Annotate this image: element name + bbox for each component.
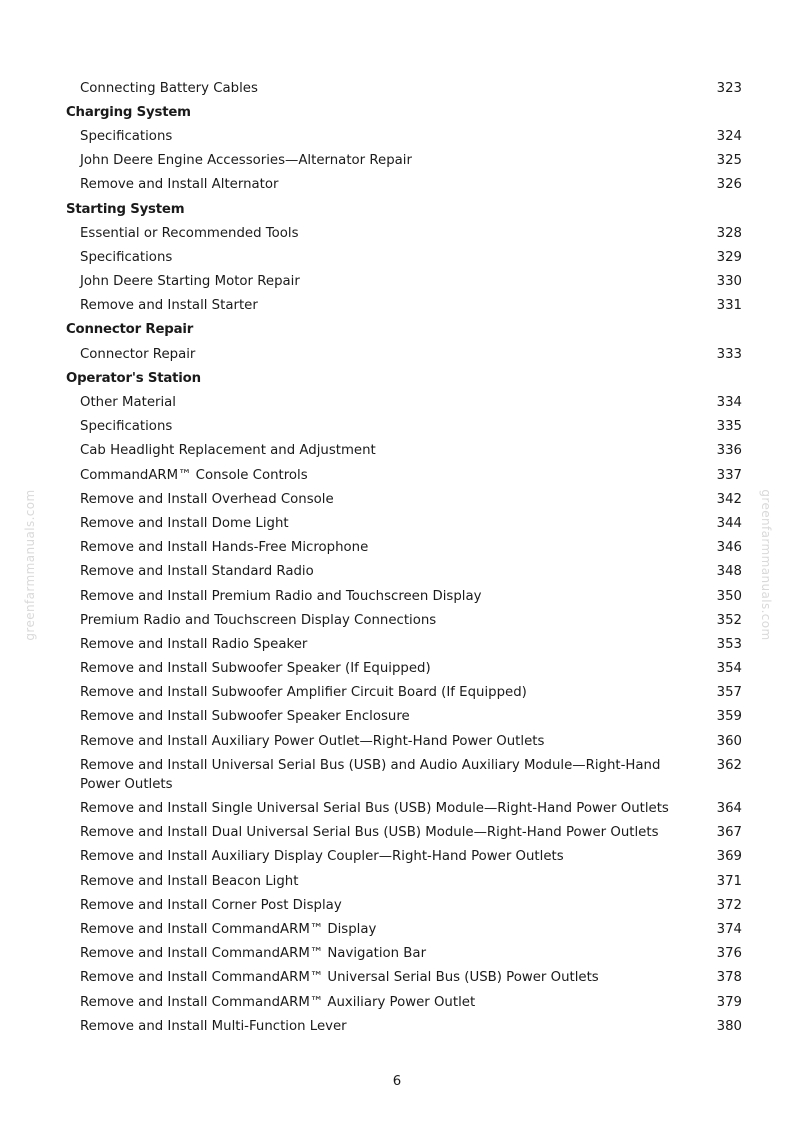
toc-entry[interactable]	[66, 511, 742, 535]
entry-title: Remove and Install Dual Universal Serial Bus (USB) Module—Right-Hand Power Outlets	[80, 825, 659, 841]
entry-page-number: 346	[716, 540, 742, 556]
toc-entry[interactable]	[66, 560, 742, 584]
entry-title: Remove and Install CommandARM™ Display	[80, 921, 377, 937]
toc-entry[interactable]	[66, 796, 742, 820]
entry-page-number: 335	[716, 419, 742, 435]
entry-title: Remove and Install Radio Speaker	[80, 636, 308, 652]
page-number: 6	[392, 1074, 402, 1089]
entry-page-number: 362	[716, 757, 742, 773]
entry-title: Remove and Install Beacon Light	[80, 873, 299, 889]
entry-title: Specifications	[80, 419, 173, 435]
section-title: Connector Repair	[66, 322, 194, 338]
toc-entry[interactable]	[66, 294, 742, 318]
entry-title: CommandARM™ Console Controls	[80, 467, 308, 483]
entry-page-number: 357	[716, 685, 742, 701]
toc-entry[interactable]	[66, 463, 742, 487]
toc-entry[interactable]	[66, 415, 742, 439]
entry-title: Specifications	[80, 249, 173, 265]
toc-entry[interactable]	[66, 681, 742, 705]
entry-page-number: 380	[716, 1018, 742, 1034]
entry-title: Remove and Install Corner Post Display	[80, 897, 342, 913]
entry-page-number: 379	[716, 994, 742, 1010]
toc-section-heading	[66, 100, 742, 124]
toc-section-heading	[66, 318, 742, 342]
entry-page-number: 325	[716, 153, 742, 169]
toc-entry[interactable]	[66, 632, 742, 656]
entry-page-number: 326	[716, 177, 742, 193]
toc-entry[interactable]	[66, 821, 742, 845]
entry-title: Remove and Install Overhead Console	[80, 491, 334, 507]
section-title: Starting System	[66, 201, 185, 217]
entry-title: Remove and Install CommandARM™ Navigation Bar	[80, 946, 427, 962]
toc-entry[interactable]	[66, 942, 742, 966]
entry-page-number: 330	[716, 274, 742, 290]
table-of-contents	[66, 76, 742, 1038]
toc-entry[interactable]	[66, 245, 742, 269]
entry-title: Other Material	[80, 395, 176, 411]
entry-page-number: 376	[716, 946, 742, 962]
entry-page-number: 354	[716, 661, 742, 677]
toc-entry[interactable]	[66, 608, 742, 632]
watermark-left: greenfarmmanuals.com	[23, 489, 37, 641]
entry-title: Remove and Install Premium Radio and Touchscreen Display	[80, 588, 482, 604]
entry-page-number: 337	[716, 467, 742, 483]
entry-title: Remove and Install Alternator	[80, 177, 279, 193]
entry-page-number: 350	[716, 588, 742, 604]
entry-title: Remove and Install Multi-Function Lever	[80, 1018, 347, 1034]
entry-title: Remove and Install Universal Serial Bus (USB) and Audio Auxiliary Module—Right-Hand Power Outlets	[80, 757, 661, 792]
entry-page-number: 336	[716, 443, 742, 459]
entry-title: Remove and Install Starter	[80, 298, 258, 314]
toc-entry[interactable]	[66, 76, 742, 100]
entry-page-number: 372	[716, 897, 742, 913]
entry-title: Remove and Install Subwoofer Speaker (If Equipped)	[80, 661, 431, 677]
entry-page-number: 353	[716, 636, 742, 652]
entry-page-number: 323	[716, 80, 742, 96]
toc-entry[interactable]	[66, 657, 742, 681]
entry-title: Remove and Install Auxiliary Display Coupler—Right-Hand Power Outlets	[80, 849, 564, 865]
entry-page-number: 369	[716, 849, 742, 865]
entry-title: Connecting Battery Cables	[80, 80, 258, 96]
toc-entry[interactable]	[66, 390, 742, 414]
toc-entry[interactable]	[66, 584, 742, 608]
entry-title: John Deere Starting Motor Repair	[80, 274, 300, 290]
entry-page-number: 331	[716, 298, 742, 314]
entry-title: Remove and Install Single Universal Serial Bus (USB) Module—Right-Hand Power Outlets	[80, 801, 669, 817]
toc-entry[interactable]	[66, 221, 742, 245]
entry-page-number: 371	[716, 873, 742, 889]
section-title: Operator's Station	[66, 370, 201, 386]
entry-page-number: 360	[716, 733, 742, 749]
entry-title: Remove and Install Hands-Free Microphone	[80, 540, 369, 556]
entry-title: Remove and Install CommandARM™ Universal Serial Bus (USB) Power Outlets	[80, 970, 599, 986]
entry-page-number: 364	[716, 801, 742, 817]
toc-entry[interactable]	[66, 342, 742, 366]
entry-title: Remove and Install Subwoofer Speaker Enclosure	[80, 709, 410, 725]
toc-entry[interactable]	[66, 869, 742, 893]
toc-entry[interactable]	[66, 270, 742, 294]
entry-title: Remove and Install Auxiliary Power Outlet—Right-Hand Power Outlets	[80, 733, 545, 749]
toc-section-heading	[66, 366, 742, 390]
toc-entry[interactable]	[66, 487, 742, 511]
entry-title: Specifications	[80, 128, 173, 144]
entry-title: Remove and Install Dome Light	[80, 515, 289, 531]
toc-entry[interactable]	[66, 439, 742, 463]
entry-page-number: 344	[716, 515, 742, 531]
entry-page-number: 367	[716, 825, 742, 841]
toc-entry[interactable]	[66, 729, 742, 753]
entry-title: Essential or Recommended Tools	[80, 225, 299, 241]
toc-entry[interactable]	[66, 966, 742, 990]
toc-entry[interactable]	[66, 753, 742, 796]
watermark-right: greenfarmmanuals.com	[759, 489, 773, 641]
entry-page-number: 324	[716, 128, 742, 144]
toc-entry[interactable]	[66, 1014, 742, 1038]
entry-title: Cab Headlight Replacement and Adjustment	[80, 443, 376, 459]
toc-entry[interactable]	[66, 124, 742, 148]
entry-page-number: 352	[716, 612, 742, 628]
entry-title: Remove and Install Subwoofer Amplifier Circuit Board (If Equipped)	[80, 685, 527, 701]
entry-title: Premium Radio and Touchscreen Display Connections	[80, 612, 437, 628]
toc-entry[interactable]	[66, 149, 742, 173]
toc-entry[interactable]	[66, 990, 742, 1014]
entry-page-number: 359	[716, 709, 742, 725]
entry-title: Remove and Install Standard Radio	[80, 564, 314, 580]
entry-page-number: 378	[716, 970, 742, 986]
toc-entry[interactable]	[66, 893, 742, 917]
entry-page-number: 334	[716, 395, 742, 411]
entry-page-number: 328	[716, 225, 742, 241]
toc-section-heading	[66, 197, 742, 221]
entry-title: Remove and Install CommandARM™ Auxiliary Power Outlet	[80, 994, 476, 1010]
entry-page-number: 329	[716, 249, 742, 265]
toc-entry[interactable]	[66, 173, 742, 197]
entry-title: John Deere Engine Accessories—Alternator Repair	[80, 153, 412, 169]
section-title: Charging System	[66, 104, 191, 120]
toc-entry[interactable]	[66, 917, 742, 941]
toc-entry[interactable]	[66, 845, 742, 869]
toc-entry[interactable]	[66, 536, 742, 560]
entry-page-number: 348	[716, 564, 742, 580]
toc-entry[interactable]	[66, 705, 742, 729]
entry-page-number: 342	[716, 491, 742, 507]
entry-title: Connector Repair	[80, 346, 196, 362]
entry-page-number: 374	[716, 921, 742, 937]
entry-page-number: 333	[716, 346, 742, 362]
